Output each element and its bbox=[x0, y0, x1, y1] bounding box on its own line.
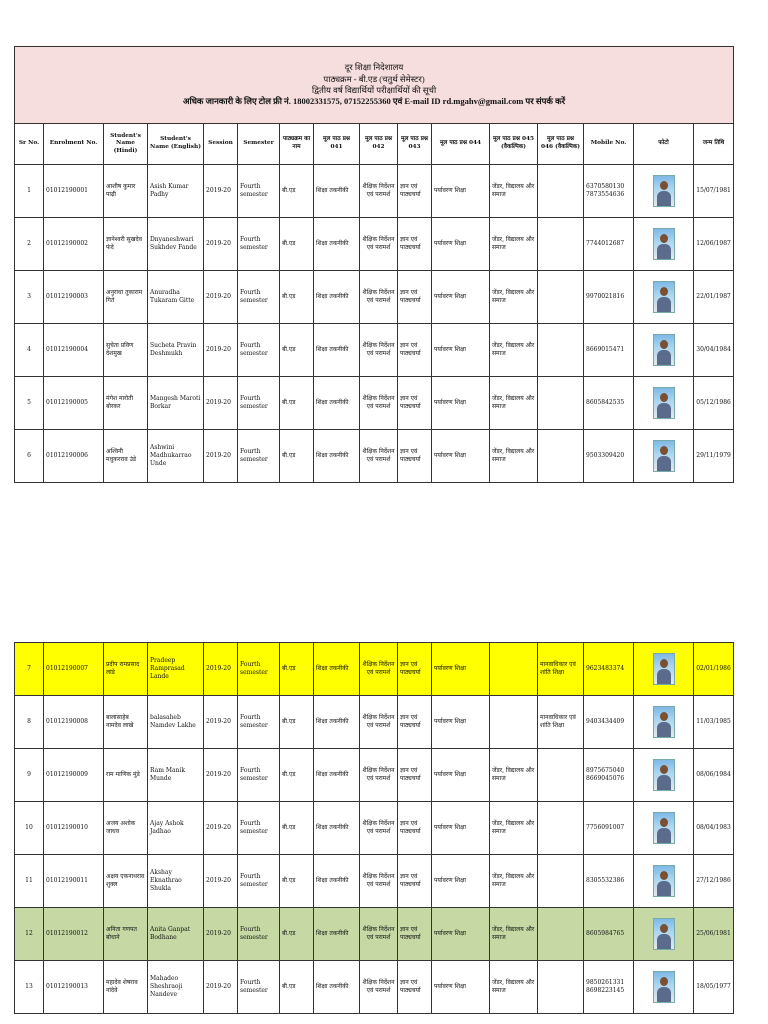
sr-cell: 9 bbox=[15, 749, 44, 802]
paper-044-cell: पर्यावरण शिक्षा bbox=[432, 855, 490, 908]
header-paper-044: मूल पाठ प्रश्न 044 bbox=[432, 124, 490, 165]
session-cell: 2019-20 bbox=[204, 802, 238, 855]
paper-044-cell: पर्यावरण शिक्षा bbox=[432, 324, 490, 377]
header-session: Session bbox=[204, 124, 238, 165]
mobile-cell: 9970021816 bbox=[584, 271, 634, 324]
paper-045-cell: जेंडर, विद्यालय और समाज bbox=[490, 855, 538, 908]
course-cell: बी.एड bbox=[280, 271, 314, 324]
course-cell: बी.एड bbox=[280, 324, 314, 377]
paper-045-cell bbox=[490, 643, 538, 696]
title-line-1: दूर शिक्षा निदेशालय bbox=[344, 62, 404, 73]
paper-042-cell: शैक्षिक निर्देशन एवं परामर्श bbox=[360, 696, 398, 749]
photo-cell bbox=[634, 961, 694, 1014]
paper-044-cell: पर्यावरण शिक्षा bbox=[432, 696, 490, 749]
photo-cell bbox=[634, 324, 694, 377]
semester-cell: Fourth semester bbox=[238, 324, 280, 377]
dob-cell: 22/01/1987 bbox=[694, 271, 734, 324]
dob-cell: 15/07/1981 bbox=[694, 165, 734, 218]
sr-cell: 5 bbox=[15, 377, 44, 430]
student-photo bbox=[653, 175, 675, 207]
session-cell: 2019-20 bbox=[204, 218, 238, 271]
paper-041-cell: शिक्षा तकनीकी bbox=[314, 908, 360, 961]
session-cell: 2019-20 bbox=[204, 855, 238, 908]
paper-041-cell: शिक्षा तकनीकी bbox=[314, 377, 360, 430]
name-hindi-cell: ज्ञानेश्वरी सुखदेव फंदे bbox=[104, 218, 148, 271]
paper-046-cell bbox=[538, 430, 584, 483]
course-cell: बी.एड bbox=[280, 961, 314, 1014]
photo-cell bbox=[634, 430, 694, 483]
name-english-cell: Ashwini Madhukarrao Unde bbox=[148, 430, 204, 483]
dob-cell: 30/04/1984 bbox=[694, 324, 734, 377]
photo-cell bbox=[634, 802, 694, 855]
semester-cell: Fourth semester bbox=[238, 802, 280, 855]
header-enrolment: Enrolment No. bbox=[44, 124, 104, 165]
semester-cell: Fourth semester bbox=[238, 749, 280, 802]
paper-044-cell: पर्यावरण शिक्षा bbox=[432, 749, 490, 802]
enrolment-cell: 01012190010 bbox=[44, 802, 104, 855]
enrolment-cell: 01012190002 bbox=[44, 218, 104, 271]
course-cell: बी.एड bbox=[280, 430, 314, 483]
table-row bbox=[15, 802, 734, 855]
enrolment-cell: 01012190007 bbox=[44, 643, 104, 696]
name-hindi-cell: अक्षय एकनाथराव शुक्ल bbox=[104, 855, 148, 908]
photo-cell bbox=[634, 749, 694, 802]
paper-046-cell bbox=[538, 377, 584, 430]
document-title-block bbox=[15, 47, 734, 124]
table-row bbox=[15, 430, 734, 483]
name-hindi-cell: अनिता गणपत बोधाने bbox=[104, 908, 148, 961]
name-english-cell: Ajay Ashok Jadhao bbox=[148, 802, 204, 855]
name-hindi-cell: महादेव शेषराव नांदेवे bbox=[104, 961, 148, 1014]
table-row bbox=[15, 643, 734, 696]
sr-cell: 10 bbox=[15, 802, 44, 855]
mobile-cell: 9623483374 bbox=[584, 643, 634, 696]
paper-045-cell: जेंडर, विद्यालय और समाज bbox=[490, 961, 538, 1014]
student-photo bbox=[653, 440, 675, 472]
paper-043-cell: ज्ञान एवं पाठ्यचर्या bbox=[398, 165, 432, 218]
paper-043-cell: ज्ञान एवं पाठ्यचर्या bbox=[398, 643, 432, 696]
session-cell: 2019-20 bbox=[204, 165, 238, 218]
paper-043-cell: ज्ञान एवं पाठ्यचर्या bbox=[398, 324, 432, 377]
header-course: पाठ्यक्रम का नाम bbox=[280, 124, 314, 165]
student-photo bbox=[653, 812, 675, 844]
mobile-cell: 8975675040 8669045076 bbox=[584, 749, 634, 802]
enrolment-cell: 01012190012 bbox=[44, 908, 104, 961]
paper-045-cell: जेंडर, विद्यालय और समाज bbox=[490, 218, 538, 271]
mobile-cell: 8305532386 bbox=[584, 855, 634, 908]
paper-044-cell: पर्यावरण शिक्षा bbox=[432, 430, 490, 483]
name-hindi-cell: प्रदीप रामप्रसाद लांडे bbox=[104, 643, 148, 696]
student-photo bbox=[653, 918, 675, 950]
header-paper-043: मूल पाठ प्रश्न 043 bbox=[398, 124, 432, 165]
dob-cell: 29/11/1979 bbox=[694, 430, 734, 483]
mobile-cell: 8669015471 bbox=[584, 324, 634, 377]
header-photo: फोटो bbox=[634, 124, 694, 165]
enrolment-cell: 01012190006 bbox=[44, 430, 104, 483]
name-english-cell: Mangesh Maroti Borkar bbox=[148, 377, 204, 430]
name-hindi-cell: बालासाहेब नामदेव लाखे bbox=[104, 696, 148, 749]
name-english-cell: Sucheta Pravin Deshmukh bbox=[148, 324, 204, 377]
paper-041-cell: शिक्षा तकनीकी bbox=[314, 696, 360, 749]
paper-045-cell: जेंडर, विद्यालय और समाज bbox=[490, 749, 538, 802]
session-cell: 2019-20 bbox=[204, 324, 238, 377]
student-photo bbox=[653, 759, 675, 791]
name-english-cell: Pradeep Ramprasad Lande bbox=[148, 643, 204, 696]
sr-cell: 8 bbox=[15, 696, 44, 749]
header-paper-042: मूल पाठ प्रश्न 042 bbox=[360, 124, 398, 165]
sr-cell: 6 bbox=[15, 430, 44, 483]
course-cell: बी.एड bbox=[280, 802, 314, 855]
header-name-english: Student's Name (English) bbox=[148, 124, 204, 165]
table-row bbox=[15, 908, 734, 961]
paper-041-cell: शिक्षा तकनीकी bbox=[314, 324, 360, 377]
paper-043-cell: ज्ञान एवं पाठ्यचर्या bbox=[398, 271, 432, 324]
session-cell: 2019-20 bbox=[204, 908, 238, 961]
session-cell: 2019-20 bbox=[204, 749, 238, 802]
course-cell: बी.एड bbox=[280, 377, 314, 430]
paper-041-cell: शिक्षा तकनीकी bbox=[314, 802, 360, 855]
title-line-2: पाठ्यक्रम - बी.एड (चतुर्थ सेमेस्टर) bbox=[323, 73, 425, 84]
sr-cell: 12 bbox=[15, 908, 44, 961]
paper-046-cell bbox=[538, 324, 584, 377]
paper-042-cell: शैक्षिक निर्देशन एवं परामर्श bbox=[360, 643, 398, 696]
paper-041-cell: शिक्षा तकनीकी bbox=[314, 218, 360, 271]
paper-045-cell: जेंडर, विद्यालय और समाज bbox=[490, 165, 538, 218]
dob-cell: 18/05/1977 bbox=[694, 961, 734, 1014]
paper-043-cell: ज्ञान एवं पाठ्यचर्या bbox=[398, 377, 432, 430]
paper-043-cell: ज्ञान एवं पाठ्यचर्या bbox=[398, 218, 432, 271]
paper-046-cell bbox=[538, 855, 584, 908]
student-photo bbox=[653, 387, 675, 419]
sr-cell: 13 bbox=[15, 961, 44, 1014]
paper-045-cell: जेंडर, विद्यालय और समाज bbox=[490, 377, 538, 430]
table-row bbox=[15, 377, 734, 430]
paper-044-cell: पर्यावरण शिक्षा bbox=[432, 271, 490, 324]
semester-cell: Fourth semester bbox=[238, 908, 280, 961]
header-paper-046: मूल पाठ प्रश्न 046 (वैकल्पिक) bbox=[538, 124, 584, 165]
table-row bbox=[15, 165, 734, 218]
semester-cell: Fourth semester bbox=[238, 696, 280, 749]
paper-046-cell bbox=[538, 802, 584, 855]
paper-042-cell: शैक्षिक निर्देशन एवं परामर्श bbox=[360, 271, 398, 324]
name-hindi-cell: आशीष कुमार पाढ़ी bbox=[104, 165, 148, 218]
photo-cell bbox=[634, 696, 694, 749]
semester-cell: Fourth semester bbox=[238, 218, 280, 271]
enrolment-cell: 01012190003 bbox=[44, 271, 104, 324]
mobile-cell: 9850261331 8698223145 bbox=[584, 961, 634, 1014]
student-photo bbox=[653, 653, 675, 685]
paper-044-cell: पर्यावरण शिक्षा bbox=[432, 377, 490, 430]
enrolment-cell: 01012190005 bbox=[44, 377, 104, 430]
paper-046-cell bbox=[538, 218, 584, 271]
table-row bbox=[15, 696, 734, 749]
photo-cell bbox=[634, 218, 694, 271]
name-hindi-cell: अश्विनी मधुकरराव उंडे bbox=[104, 430, 148, 483]
enrolment-cell: 01012190001 bbox=[44, 165, 104, 218]
dob-cell: 11/03/1985 bbox=[694, 696, 734, 749]
table-row bbox=[15, 271, 734, 324]
name-english-cell: Anuradha Tukaram Gitte bbox=[148, 271, 204, 324]
session-cell: 2019-20 bbox=[204, 696, 238, 749]
semester-cell: Fourth semester bbox=[238, 271, 280, 324]
paper-045-cell: जेंडर, विद्यालय और समाज bbox=[490, 430, 538, 483]
contact-info-line: अधिक जानकारी के लिए टोल फ्री नं. 18002331575, 07152255360 एवं E-mail ID rd.mgahv@gmail.com पर संपर्क करें bbox=[183, 96, 566, 107]
dob-cell: 08/04/1983 bbox=[694, 802, 734, 855]
semester-cell: Fourth semester bbox=[238, 855, 280, 908]
student-list-table-2 bbox=[14, 642, 734, 1014]
session-cell: 2019-20 bbox=[204, 377, 238, 430]
paper-041-cell: शिक्षा तकनीकी bbox=[314, 855, 360, 908]
paper-044-cell: पर्यावरण शिक्षा bbox=[432, 802, 490, 855]
name-hindi-cell: राम माणिक मुंडे bbox=[104, 749, 148, 802]
paper-045-cell: जेंडर, विद्यालय और समाज bbox=[490, 324, 538, 377]
paper-046-cell: मानवाधिकार एवं शांति शिक्षा bbox=[538, 696, 584, 749]
table-row bbox=[15, 855, 734, 908]
mobile-cell: 8605984765 bbox=[584, 908, 634, 961]
mobile-cell: 9403434409 bbox=[584, 696, 634, 749]
table-header-row bbox=[15, 124, 734, 165]
sr-cell: 11 bbox=[15, 855, 44, 908]
name-hindi-cell: मंगेश मारोती बोरकर bbox=[104, 377, 148, 430]
sr-cell: 1 bbox=[15, 165, 44, 218]
paper-043-cell: ज्ञान एवं पाठ्यचर्या bbox=[398, 749, 432, 802]
paper-042-cell: शैक्षिक निर्देशन एवं परामर्श bbox=[360, 430, 398, 483]
name-english-cell: Akshay Eknathrao Shukla bbox=[148, 855, 204, 908]
paper-044-cell: पर्यावरण शिक्षा bbox=[432, 643, 490, 696]
header-mobile: Mobile No. bbox=[584, 124, 634, 165]
student-photo bbox=[653, 334, 675, 366]
table-row bbox=[15, 749, 734, 802]
dob-cell: 25/06/1981 bbox=[694, 908, 734, 961]
photo-cell bbox=[634, 643, 694, 696]
paper-041-cell: शिक्षा तकनीकी bbox=[314, 271, 360, 324]
dob-cell: 02/01/1986 bbox=[694, 643, 734, 696]
student-photo bbox=[653, 281, 675, 313]
session-cell: 2019-20 bbox=[204, 961, 238, 1014]
photo-cell bbox=[634, 855, 694, 908]
header-dob: जन्म तिथि bbox=[694, 124, 734, 165]
enrolment-cell: 01012190004 bbox=[44, 324, 104, 377]
course-cell: बी.एड bbox=[280, 218, 314, 271]
student-photo bbox=[653, 228, 675, 260]
semester-cell: Fourth semester bbox=[238, 961, 280, 1014]
paper-046-cell bbox=[538, 749, 584, 802]
photo-cell bbox=[634, 165, 694, 218]
enrolment-cell: 01012190008 bbox=[44, 696, 104, 749]
paper-041-cell: शिक्षा तकनीकी bbox=[314, 961, 360, 1014]
paper-046-cell: मानवाधिकार एवं शांति शिक्षा bbox=[538, 643, 584, 696]
name-hindi-cell: सुचेता प्रविण देशमुख bbox=[104, 324, 148, 377]
paper-043-cell: ज्ञान एवं पाठ्यचर्या bbox=[398, 802, 432, 855]
paper-041-cell: शिक्षा तकनीकी bbox=[314, 749, 360, 802]
name-english-cell: Dnyaneshwari Sukhdev Fande bbox=[148, 218, 204, 271]
enrolment-cell: 01012190013 bbox=[44, 961, 104, 1014]
paper-041-cell: शिक्षा तकनीकी bbox=[314, 430, 360, 483]
student-photo bbox=[653, 971, 675, 1003]
semester-cell: Fourth semester bbox=[238, 430, 280, 483]
photo-cell bbox=[634, 271, 694, 324]
sr-cell: 2 bbox=[15, 218, 44, 271]
paper-041-cell: शिक्षा तकनीकी bbox=[314, 643, 360, 696]
name-hindi-cell: अजय अशोक जाधव bbox=[104, 802, 148, 855]
paper-042-cell: शैक्षिक निर्देशन एवं परामर्श bbox=[360, 749, 398, 802]
dob-cell: 05/12/1986 bbox=[694, 377, 734, 430]
name-hindi-cell: अनुराधा तुकाराम गिते bbox=[104, 271, 148, 324]
student-photo bbox=[653, 706, 675, 738]
table-row bbox=[15, 218, 734, 271]
mobile-cell: 6370580130 7873554636 bbox=[584, 165, 634, 218]
paper-043-cell: ज्ञान एवं पाठ्यचर्या bbox=[398, 696, 432, 749]
course-cell: बी.एड bbox=[280, 908, 314, 961]
course-cell: बी.एड bbox=[280, 749, 314, 802]
header-semester: Semester bbox=[238, 124, 280, 165]
paper-042-cell: शैक्षिक निर्देशन एवं परामर्श bbox=[360, 324, 398, 377]
photo-cell bbox=[634, 908, 694, 961]
name-english-cell: Anita Ganpat Bodhane bbox=[148, 908, 204, 961]
paper-045-cell: जेंडर, विद्यालय और समाज bbox=[490, 271, 538, 324]
table-row bbox=[15, 961, 734, 1014]
session-cell: 2019-20 bbox=[204, 430, 238, 483]
header-paper-045: मूल पाठ प्रश्न 045 (वैकल्पिक) bbox=[490, 124, 538, 165]
paper-044-cell: पर्यावरण शिक्षा bbox=[432, 961, 490, 1014]
paper-042-cell: शैक्षिक निर्देशन एवं परामर्श bbox=[360, 855, 398, 908]
student-list-table-1 bbox=[14, 46, 734, 483]
name-english-cell: Ram Manik Munde bbox=[148, 749, 204, 802]
header-sr: Sr No. bbox=[15, 124, 44, 165]
paper-046-cell bbox=[538, 961, 584, 1014]
paper-044-cell: पर्यावरण शिक्षा bbox=[432, 908, 490, 961]
paper-042-cell: शैक्षिक निर्देशन एवं परामर्श bbox=[360, 218, 398, 271]
paper-045-cell: जेंडर, विद्यालय और समाज bbox=[490, 802, 538, 855]
semester-cell: Fourth semester bbox=[238, 377, 280, 430]
dob-cell: 12/06/1987 bbox=[694, 218, 734, 271]
course-cell: बी.एड bbox=[280, 696, 314, 749]
paper-046-cell bbox=[538, 271, 584, 324]
semester-cell: Fourth semester bbox=[238, 643, 280, 696]
mobile-cell: 7744012687 bbox=[584, 218, 634, 271]
session-cell: 2019-20 bbox=[204, 643, 238, 696]
paper-042-cell: शैक्षिक निर्देशन एवं परामर्श bbox=[360, 165, 398, 218]
semester-cell: Fourth semester bbox=[238, 165, 280, 218]
enrolment-cell: 01012190011 bbox=[44, 855, 104, 908]
paper-043-cell: ज्ञान एवं पाठ्यचर्या bbox=[398, 961, 432, 1014]
photo-cell bbox=[634, 377, 694, 430]
sr-cell: 7 bbox=[15, 643, 44, 696]
name-english-cell: Mahadeo Sheshraoji Nandeve bbox=[148, 961, 204, 1014]
header-name-hindi: Student's Name (Hindi) bbox=[104, 124, 148, 165]
mobile-cell: 8605842535 bbox=[584, 377, 634, 430]
paper-046-cell bbox=[538, 165, 584, 218]
name-english-cell: Asish Kumar Padhy bbox=[148, 165, 204, 218]
paper-042-cell: शैक्षिक निर्देशन एवं परामर्श bbox=[360, 961, 398, 1014]
dob-cell: 08/06/1984 bbox=[694, 749, 734, 802]
student-photo bbox=[653, 865, 675, 897]
paper-042-cell: शैक्षिक निर्देशन एवं परामर्श bbox=[360, 908, 398, 961]
paper-041-cell: शिक्षा तकनीकी bbox=[314, 165, 360, 218]
sr-cell: 4 bbox=[15, 324, 44, 377]
paper-042-cell: शैक्षिक निर्देशन एवं परामर्श bbox=[360, 377, 398, 430]
sr-cell: 3 bbox=[15, 271, 44, 324]
mobile-cell: 9503309420 bbox=[584, 430, 634, 483]
paper-043-cell: ज्ञान एवं पाठ्यचर्या bbox=[398, 430, 432, 483]
enrolment-cell: 01012190009 bbox=[44, 749, 104, 802]
session-cell: 2019-20 bbox=[204, 271, 238, 324]
paper-046-cell bbox=[538, 908, 584, 961]
course-cell: बी.एड bbox=[280, 855, 314, 908]
paper-044-cell: पर्यावरण शिक्षा bbox=[432, 165, 490, 218]
course-cell: बी.एड bbox=[280, 165, 314, 218]
paper-043-cell: ज्ञान एवं पाठ्यचर्या bbox=[398, 908, 432, 961]
header-paper-041: मूल पाठ प्रश्न 041 bbox=[314, 124, 360, 165]
course-cell: बी.एड bbox=[280, 643, 314, 696]
paper-045-cell: जेंडर, विद्यालय और समाज bbox=[490, 908, 538, 961]
dob-cell: 27/12/1986 bbox=[694, 855, 734, 908]
paper-044-cell: पर्यावरण शिक्षा bbox=[432, 218, 490, 271]
paper-042-cell: शैक्षिक निर्देशन एवं परामर्श bbox=[360, 802, 398, 855]
table-row bbox=[15, 324, 734, 377]
name-english-cell: balasaheb Namdev Lakhe bbox=[148, 696, 204, 749]
paper-045-cell bbox=[490, 696, 538, 749]
title-line-3: द्वितीय वर्ष विद्यार्थियों परीक्षार्थियों की सूची bbox=[311, 85, 437, 95]
mobile-cell: 7756091007 bbox=[584, 802, 634, 855]
paper-043-cell: ज्ञान एवं पाठ्यचर्या bbox=[398, 855, 432, 908]
